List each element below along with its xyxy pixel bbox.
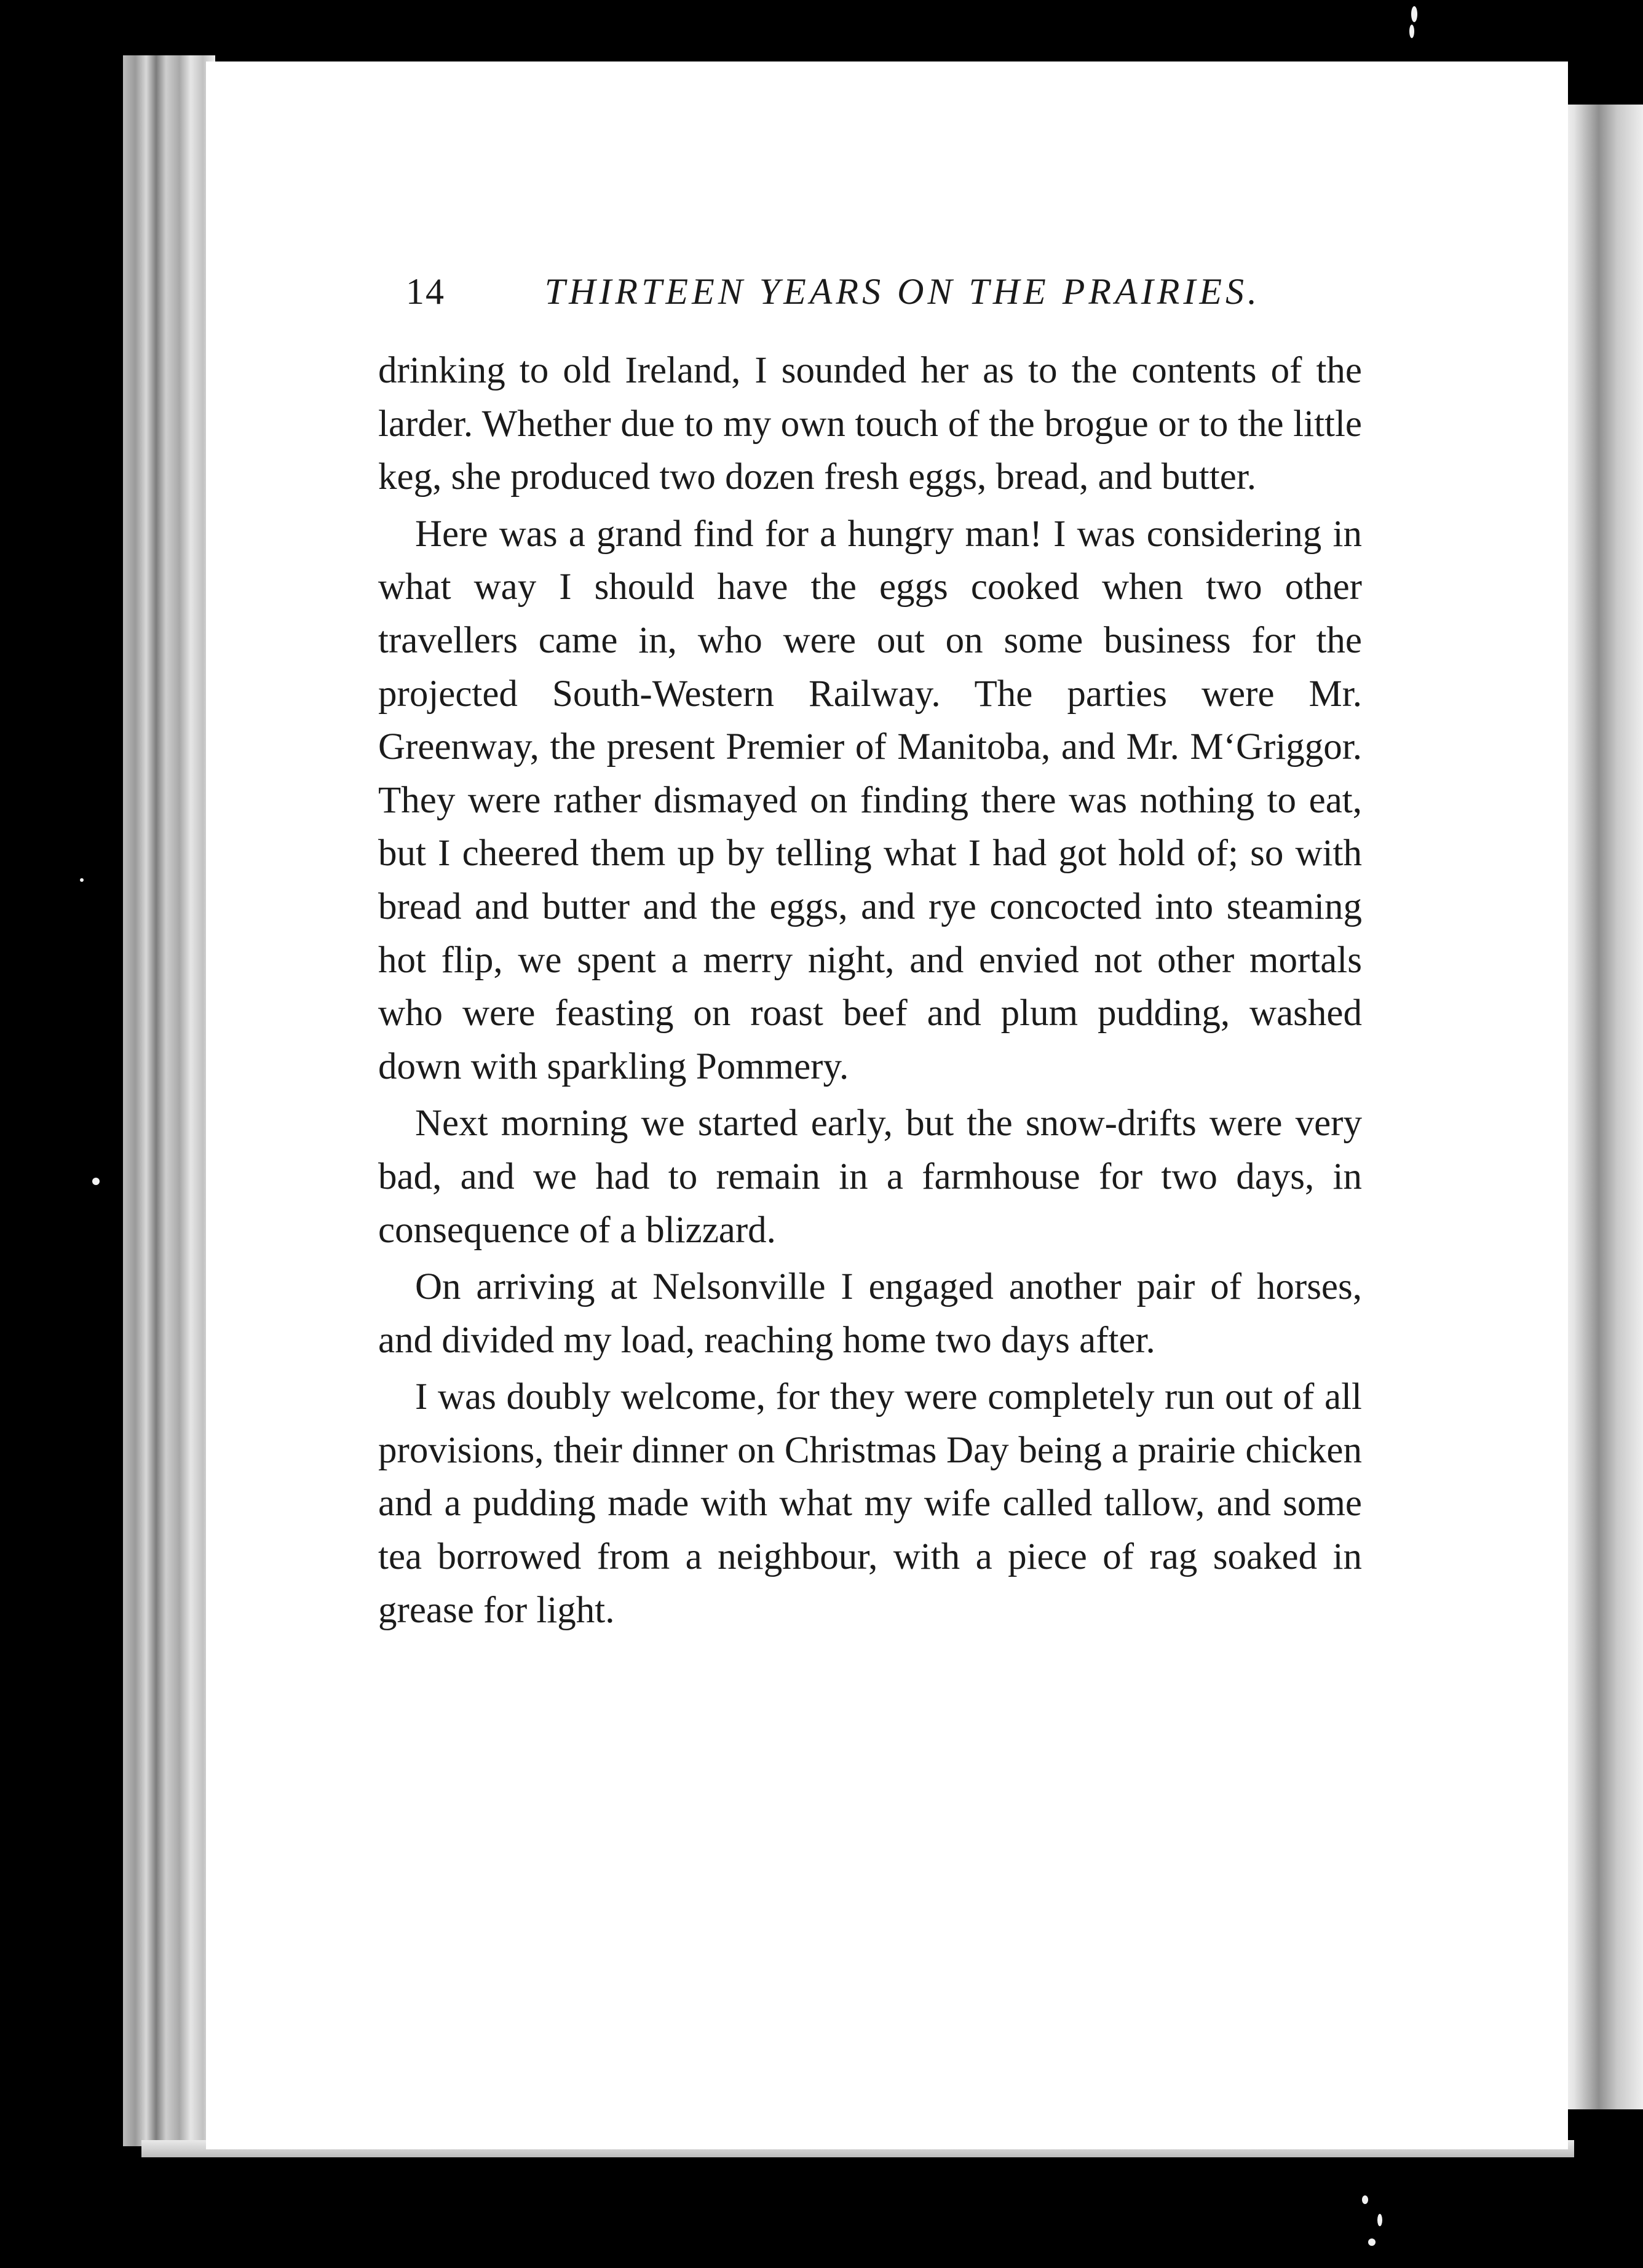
paragraph: I was doubly welcome, for they were completely run out of all provisions, their dinner on Christmas Day being a prairie chicken and a pudding made with what my wife called tallow, and some tea borrowed from a neighbour, with a piece of rag soaked in grease for light. <box>378 1376 1362 1631</box>
running-header <box>406 271 1261 314</box>
scan-speck <box>1411 6 1417 22</box>
paragraph: drinking to old Ireland, I sounded her as to the contents of the larder. Whether due to my own touch of the brogue or to the little keg, she produced two dozen fresh eggs, bread, and butter. <box>378 350 1362 498</box>
paragraph: Here was a grand find for a hungry man! I was considering in what way I should have the eggs cooked when two other travellers came in, who were out on some business for the projected South-Western Railway. The parties were Mr. Greenway, the present Premier of Manitoba, and Mr. M‘Griggor. They were rather dismayed on finding there was nothing to eat, but I cheered them up by telling what I had got hold of; so with bread and butter and the eggs, and rye concocted into steaming hot flip, we spent a merry night, and envied not other mortals who were feasting on roast beef and plum pudding, washed down with sparkling Pommery. <box>378 513 1362 1087</box>
scan-speck <box>1368 2238 1376 2246</box>
scan-speck <box>1409 25 1414 38</box>
book-page-edges <box>123 55 215 2146</box>
facing-page-edge <box>1556 105 1643 2109</box>
scan-speck <box>1362 2195 1368 2204</box>
scan-speck <box>1377 2214 1382 2226</box>
scan-speck <box>92 1178 100 1185</box>
body-text <box>378 344 1362 1637</box>
paragraph: On arriving at Nelsonville I engaged another pair of horses, and divided my load, reaching home two days after. <box>378 1266 1362 1361</box>
running-title: THIRTEEN YEARS ON THE PRAIRIES. <box>544 271 1261 312</box>
scan-speck <box>80 878 84 882</box>
page-number: 14 <box>406 271 445 312</box>
paragraph: Next morning we started early, but the snow-drifts were very bad, and we had to remain in a farmhouse for two days, in consequence of a blizzard. <box>378 1103 1362 1251</box>
